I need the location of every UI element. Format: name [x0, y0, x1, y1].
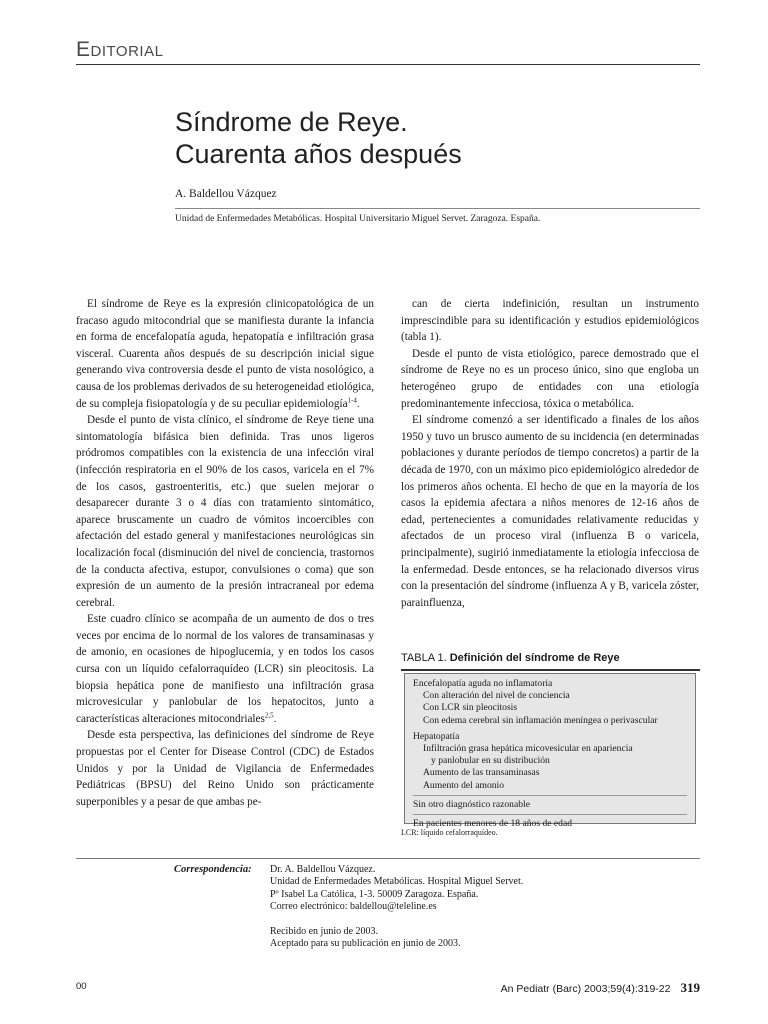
table-row: Encefalopatía aguda no inflamatoria [413, 678, 553, 689]
title-line-1: Síndrome de Reye. [175, 107, 408, 137]
journal-citation [501, 980, 700, 996]
paragraph: Desde el punto de vista etiológico, parece demostrado que el síndrome de Reye no es un proceso único, sino que engloba un heterogéneo grupo de entidades con una etiología predominantemente infecciosa, tóxica o metabólica. [401, 347, 699, 410]
table-row: En pacientes menores de 18 años de edad [413, 814, 687, 830]
table-row: Con LCR sin pleocitosis [423, 702, 518, 714]
table-rule [401, 669, 700, 671]
definition-table [404, 673, 696, 830]
reference-superscript: 2,5 [264, 711, 274, 720]
journal-reference: An Pediatr (Barc) 2003;59(4):319-22 [500, 983, 671, 995]
author-affiliation: Unidad de Enfermedades Metabólicas. Hospital Universitario Miguel Servet. Zaragoza. España. [175, 214, 541, 224]
author-name: A. Baldellou Vázquez [175, 188, 277, 200]
paragraph: Desde el punto de vista clínico, el síndrome de Reye tiene una sintomatología bifásica bien definida. Tras unos ligeros pródromos compatibles con la existencia de una infección viral (infección respiratoria en el 90% de los casos, varicela en el 7% de los casos, gastroenteritis, etc.) que suelen mejorar o desaparecer durante 3 o 4 días con tratamiento sintomático, aparece bruscamente un cuadro de vómitos incoercibles con afectación del estado general y manifestaciones neurológicas sin localización focal (disminución del nivel de conciencia, trastornos de la conducta afectiva, estupor, convulsiones o coma) que son expresión de un aumento de la presión intracraneal por edema cerebral. [76, 414, 374, 609]
table-row: Aumento de las transaminasas [423, 767, 540, 779]
table-row: Con edema cerebral sin inflamación meníngea o perivascular [423, 714, 658, 726]
reference-superscript: 1-4 [347, 395, 357, 404]
table-title: Definición del síndrome de Reye [449, 652, 620, 664]
table-row: Infiltración grasa hepática micovesicular en apariencia [423, 743, 633, 755]
footer-code: 00 [76, 981, 87, 992]
correspondence-label: Correspondencia: [174, 864, 252, 875]
table-row: y panlobular en su distribución [431, 755, 550, 767]
header-rule [76, 64, 700, 65]
author-rule [175, 208, 700, 209]
received-date: Recibido en junio de 2003. [270, 925, 379, 937]
paragraph: El síndrome comenzó a ser identificado a finales de los años 1950 y tuvo un brusco aumento de su incidencia (en determinadas poblaciones y durante períodos de tiempo concretos) a partir de la década de 1970, con un máximo pico epidemiológico alrededor de los primeros años ochenta. El hecho de que en la mayoría de los casos la epidemia afectara a niños menores de 12-16 años de edad, pertenecientes a comunidades relativamente reducidas y afectados de un proceso viral (influenza B o varicela, principalmente), sugirió inmediatamente la etiología infecciosa de la enfermedad. Desde entonces, se ha relacionado diversos virus con la presentación del síndrome (influenza A y B, varicela zóster, parainfluenza, [401, 414, 699, 609]
paragraph: El síndrome de Reye es la expresión clinicopatológica de un fracaso agudo mitocondrial que se manifiesta durante la infancia en forma de encefalopatía aguda, hepatopatía e infiltración grasa visceral. Cuarenta años después de su descripción inicial sigue generando viva controversia desde el punto de vista nosológico, a causa de los problemas derivados de su heterogeneidad etiológica, de su compleja fisiopatología y de su peculiar epidemiología$^{1-4}$. [76, 298, 374, 410]
body-column-left [76, 296, 374, 810]
table-caption [401, 652, 620, 664]
table-row: Hepatopatía [413, 730, 460, 742]
body-column-right [401, 296, 699, 611]
section-label: Editorial [76, 38, 164, 61]
table-number: TABLA 1. [401, 652, 447, 664]
table-row: Sin otro diagnóstico razonable [413, 795, 687, 811]
table-row: Con alteración del nivel de conciencia [423, 690, 570, 702]
footer-rule [76, 858, 700, 859]
paragraph: Desde esta perspectiva, las definiciones del síndrome de Reye propuestas por el Center for Disease Control (CDC) de Estados Unidos y por la Unidad de Vigilancia de Enfermedades Pediátricas (BPSU) del Reino Unido son prácticamente superponibles y a pesar de que ambas pe- [76, 729, 374, 808]
table-row: Aumento del amonio [423, 779, 504, 791]
paragraph: can de cierta indefinición, resultan un instrumento imprescindible para su identificación y estudios epidemiológicos (tabla 1). [401, 298, 699, 344]
article-title [175, 106, 462, 170]
correspondence-line: Unidad de Enfermedades Metabólicas. Hospital Miguel Servet. [270, 876, 524, 888]
page-number: 319 [680, 980, 700, 995]
paragraph: Este cuadro clínico se acompaña de un aumento de dos o tres veces por encima de lo normal de los valores de transaminasas y de amonio, en ocasiones de hipoglucemia, y en todos los casos cursa con un líquido cefalorraquídeo (LCR) sin pleocitosis. La biopsia hepática pone de manifiesto una infiltración grasa microvesicular y panlobular de los hepatocitos, junto a características alteraciones mitocondriales$^{2,5}$. [76, 613, 374, 725]
correspondence-line: Pº Isabel La Católica, 1-3. 50009 Zaragoza. España. [270, 888, 479, 900]
correspondence-email: Correo electrónico: baldellou@teleline.es [270, 901, 437, 913]
title-line-2: Cuarenta años después [175, 139, 462, 169]
table-footnote: LCR: líquido cefalorraquídeo. [401, 828, 498, 837]
correspondence-line: Dr. A. Baldellou Vázquez. [270, 864, 376, 875]
correspondence-block [270, 864, 523, 950]
accepted-date: Aceptado para su publicación en junio de 2003. [270, 938, 461, 950]
